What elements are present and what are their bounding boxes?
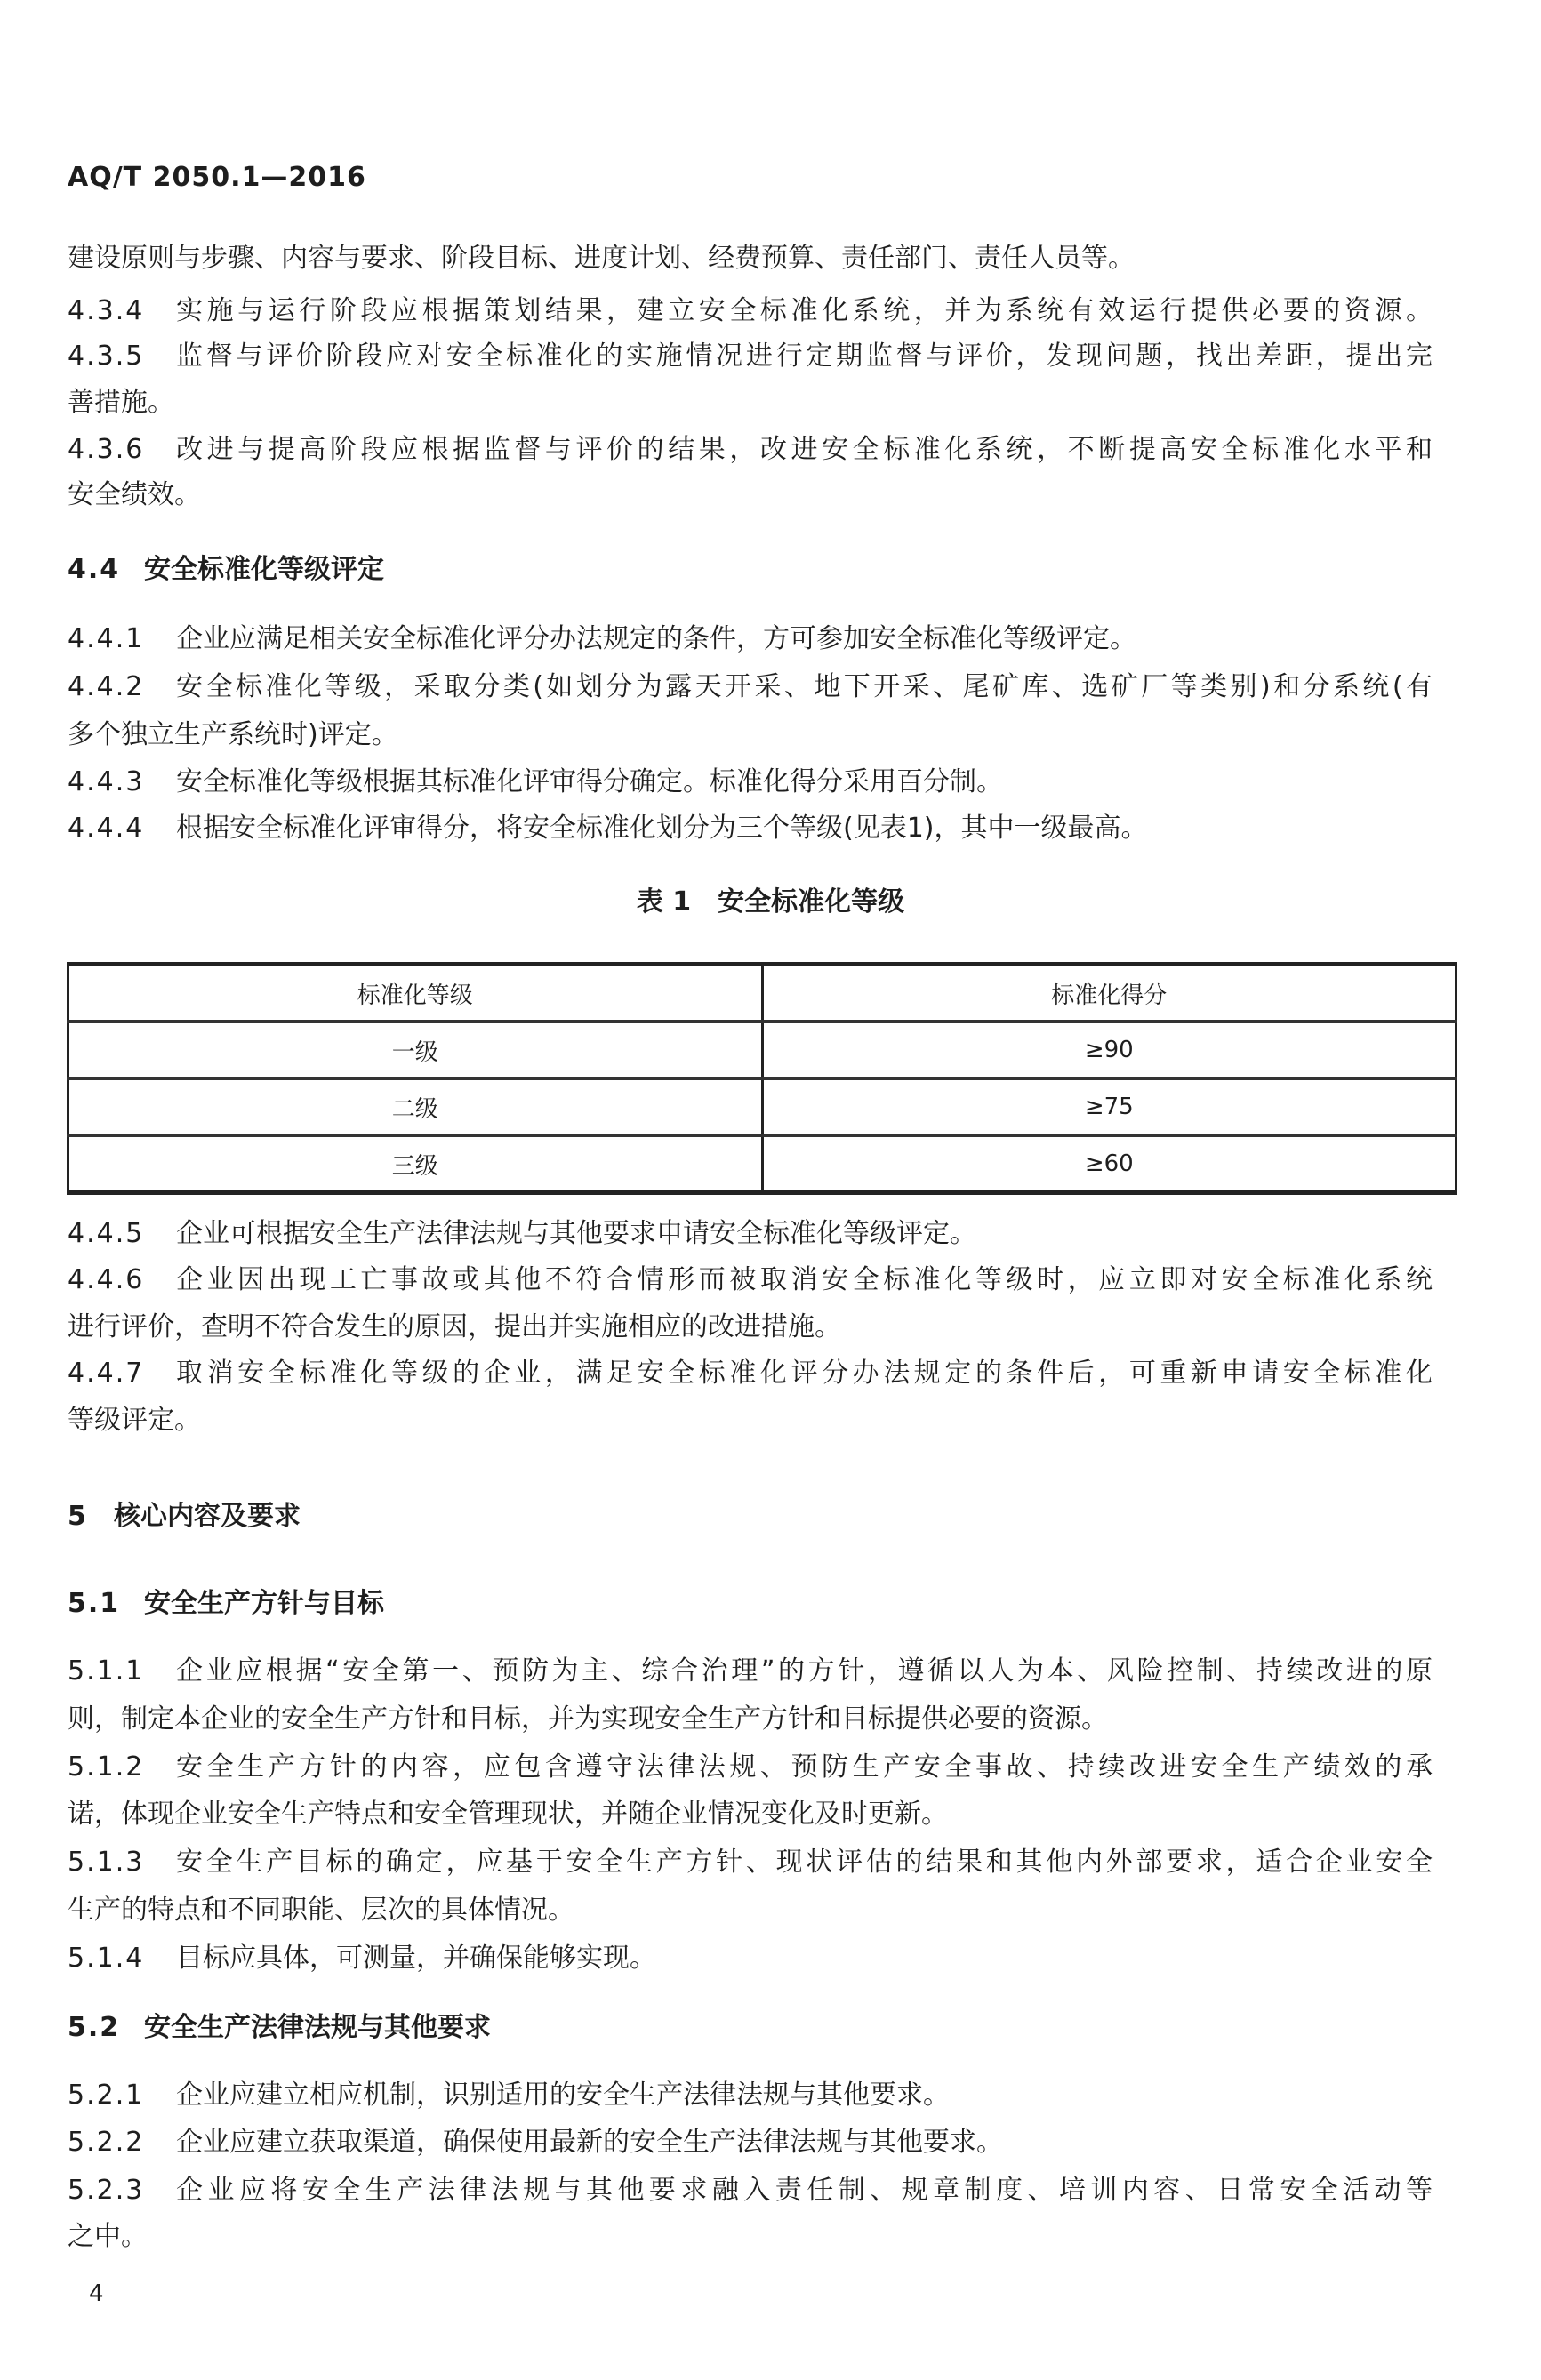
table-row	[68, 1078, 1457, 1135]
clause-number: 5.2.1	[68, 2079, 145, 2111]
table-header-cell: 标准化得分	[762, 965, 1457, 1022]
clause-text: 企业应将安全生产法律法规与其他要求融入责任制、规章制度、培训内容、日常安全活动等	[176, 2175, 1433, 2206]
table-cell: ≥75	[762, 1078, 1457, 1135]
clause-number: 4.4.1	[68, 623, 145, 654]
section-number: 4.4	[68, 554, 121, 585]
clause-text: 取消安全标准化等级的企业，满足安全标准化评分办法规定的条件后，可重新申请安全标准化	[176, 1358, 1433, 1389]
clause-text: 目标应具体，可测量，并确保能够实现。	[176, 1943, 656, 1974]
clause-text: 诺，体现企业安全生产特点和安全管理现状，并随企业情况变化及时更新。	[68, 1799, 948, 1830]
clause-text: 进行评价，查明不符合发生的原因，提出并实施相应的改进措施。	[68, 1311, 841, 1342]
clause-text: 则，制定本企业的安全生产方针和目标，并为实现安全生产方针和目标提供必要的资源。	[68, 1703, 1108, 1735]
clause-number: 5.1.2	[68, 1751, 145, 1783]
table-cell: 二级	[68, 1078, 763, 1135]
clause-number: 4.4.4	[68, 813, 145, 844]
table-title: 表 1 安全标准化等级	[636, 886, 905, 918]
clause-text: 根据安全标准化评审得分，将安全标准化划分为三个等级(见表1)，其中一级最高。	[176, 813, 1148, 844]
section-heading: 核心内容及要求	[114, 1501, 301, 1532]
clause-number: 4.3.5	[68, 341, 145, 372]
clause-number: 4.3.4	[68, 295, 145, 326]
table-cell: 一级	[68, 1022, 763, 1078]
clause-text: 企业应根据“安全第一、预防为主、综合治理”的方针，遵循以人为本、风险控制、持续改进的原	[176, 1655, 1433, 1687]
clause-number: 5.2.2	[68, 2127, 145, 2158]
grading-table	[67, 962, 1457, 1195]
table-cell: ≥90	[762, 1022, 1457, 1078]
table-cell: ≥60	[762, 1135, 1457, 1193]
clause-text: 安全标准化等级根据其标准化评审得分确定。标准化得分采用百分制。	[176, 766, 1003, 797]
table-row	[68, 1022, 1457, 1078]
clause-text: 企业应建立获取渠道，确保使用最新的安全生产法律法规与其他要求。	[176, 2127, 1003, 2158]
clause-number: 5.1.1	[68, 1655, 145, 1687]
clause-text: 企业应建立相应机制，识别适用的安全生产法律法规与其他要求。	[176, 2079, 950, 2111]
clause-text: 监督与评价阶段应对安全标准化的实施情况进行定期监督与评价，发现问题，找出差距，提出完	[176, 341, 1433, 372]
clause-number: 5.1.3	[68, 1847, 145, 1878]
clause-text: 安全绩效。	[68, 479, 201, 510]
section-number: 5.1	[68, 1588, 121, 1619]
clause-text: 安全标准化等级，采取分类(如划分为露天开采、地下开采、尾矿库、选矿厂等类别)和分系统(有	[176, 671, 1433, 702]
clause-text: 企业因出现工亡事故或其他不符合情形而被取消安全标准化等级时，应立即对安全标准化系统	[176, 1264, 1433, 1295]
paragraph-continuation: 建设原则与步骤、内容与要求、阶段目标、进度计划、经费预算、责任部门、责任人员等。	[68, 243, 1135, 274]
page-number: 4	[89, 2280, 104, 2307]
section-heading: 安全标准化等级评定	[144, 554, 384, 585]
section-number: 5.2	[68, 2012, 121, 2043]
clause-text: 等级评定。	[68, 1405, 201, 1436]
clause-number: 4.4.2	[68, 671, 145, 702]
section-heading: 安全生产方针与目标	[144, 1588, 384, 1619]
clause-text: 生产的特点和不同职能、层次的具体情况。	[68, 1895, 574, 1926]
clause-number: 4.4.5	[68, 1218, 145, 1249]
clause-number: 4.4.6	[68, 1264, 145, 1295]
clause-text: 安全生产目标的确定，应基于安全生产方针、现状评估的结果和其他内外部要求，适合企业安全	[176, 1847, 1433, 1878]
clause-text: 企业应满足相关安全标准化评分办法规定的条件，方可参加安全标准化等级评定。	[176, 623, 1136, 654]
table-cell: 三级	[68, 1135, 763, 1193]
clause-text: 安全生产方针的内容，应包含遵守法律法规、预防生产安全事故、持续改进安全生产绩效的承	[176, 1751, 1433, 1783]
table-header-cell: 标准化等级	[68, 965, 763, 1022]
clause-text: 改进与提高阶段应根据监督与评价的结果，改进安全标准化系统，不断提高安全标准化水平和	[176, 434, 1433, 465]
clause-number: 5.2.3	[68, 2175, 145, 2206]
clause-number: 4.4.7	[68, 1358, 145, 1389]
clause-text: 实施与运行阶段应根据策划结果，建立安全标准化系统，并为系统有效运行提供必要的资源。	[176, 295, 1433, 326]
clause-text: 企业可根据安全生产法律法规与其他要求申请安全标准化等级评定。	[176, 1218, 976, 1249]
section-number: 5	[68, 1501, 88, 1532]
clause-number: 4.3.6	[68, 434, 145, 465]
clause-text: 善措施。	[68, 387, 174, 418]
table-row	[68, 1135, 1457, 1193]
clause-number: 5.1.4	[68, 1943, 145, 1974]
document-code-header: AQ/T 2050.1—2016	[68, 162, 366, 193]
section-heading: 安全生产法律法规与其他要求	[144, 2012, 491, 2043]
clause-text: 多个独立生产系统时)评定。	[68, 719, 398, 750]
clause-number: 4.4.3	[68, 766, 145, 797]
clause-text: 之中。	[68, 2221, 148, 2252]
